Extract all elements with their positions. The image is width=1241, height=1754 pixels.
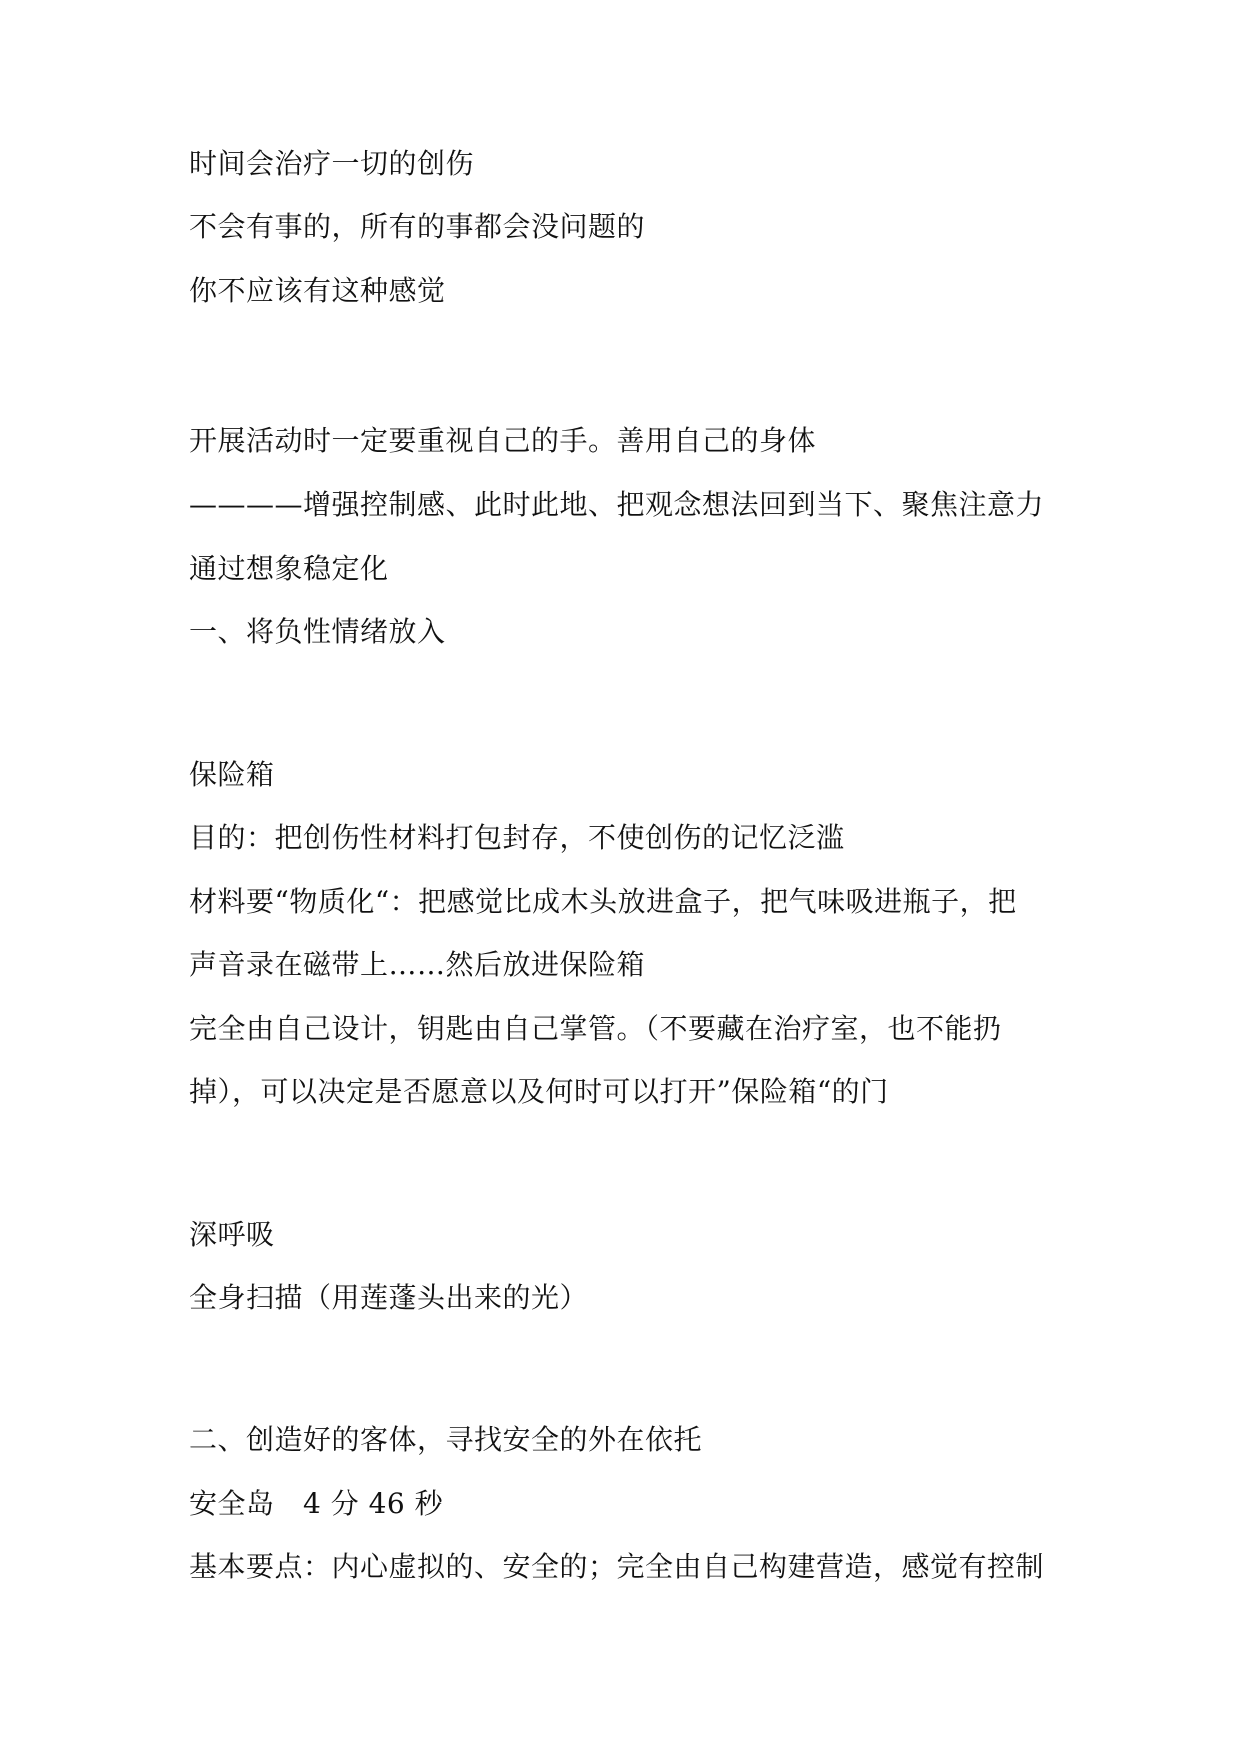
- text-line-15: 全身扫描（用莲蓬头出来的光）: [189, 1281, 589, 1314]
- section-heading-1: 一、将负性情绪放入: [189, 615, 446, 648]
- subheading-safe-island: 安全岛 4 分 46 秒: [189, 1487, 444, 1520]
- subheading-safe-box: 保险箱: [189, 758, 275, 791]
- text-line-2: 不会有事的，所有的事都会没问题的: [189, 210, 646, 243]
- subheading-deep-breath: 深呼吸: [189, 1218, 275, 1251]
- text-line-10: 材料要“物质化“：把感觉比成木头放进盒子，把气味吸进瓶子，把: [189, 885, 1017, 918]
- text-line-5: ————增强控制感、此时此地、把观念想法回到当下、聚焦注意力: [189, 488, 1045, 521]
- text-line-6: 通过想象稳定化: [189, 552, 389, 585]
- text-line-11: 声音录在磁带上……然后放进保险箱: [189, 948, 646, 981]
- text-line-9: 目的：把创伤性材料打包封存，不使创伤的记忆泛滥: [189, 821, 845, 854]
- text-line-12: 完全由自己设计，钥匙由自己掌管。（不要藏在治疗室，也不能扔: [189, 1012, 1002, 1045]
- text-line-3: 你不应该有这种感觉: [189, 274, 446, 307]
- text-line-4: 开展活动时一定要重视自己的手。善用自己的身体: [189, 424, 817, 457]
- text-line-1: 时间会治疗一切的创伤: [189, 147, 475, 180]
- text-line-18: 基本要点：内心虚拟的、安全的；完全由自己构建营造，感觉有控制: [189, 1550, 1045, 1583]
- text-line-13: 掉），可以决定是否愿意以及何时可以打开”保险箱“的门: [189, 1075, 889, 1108]
- section-heading-2: 二、创造好的客体，寻找安全的外在依托: [189, 1423, 703, 1456]
